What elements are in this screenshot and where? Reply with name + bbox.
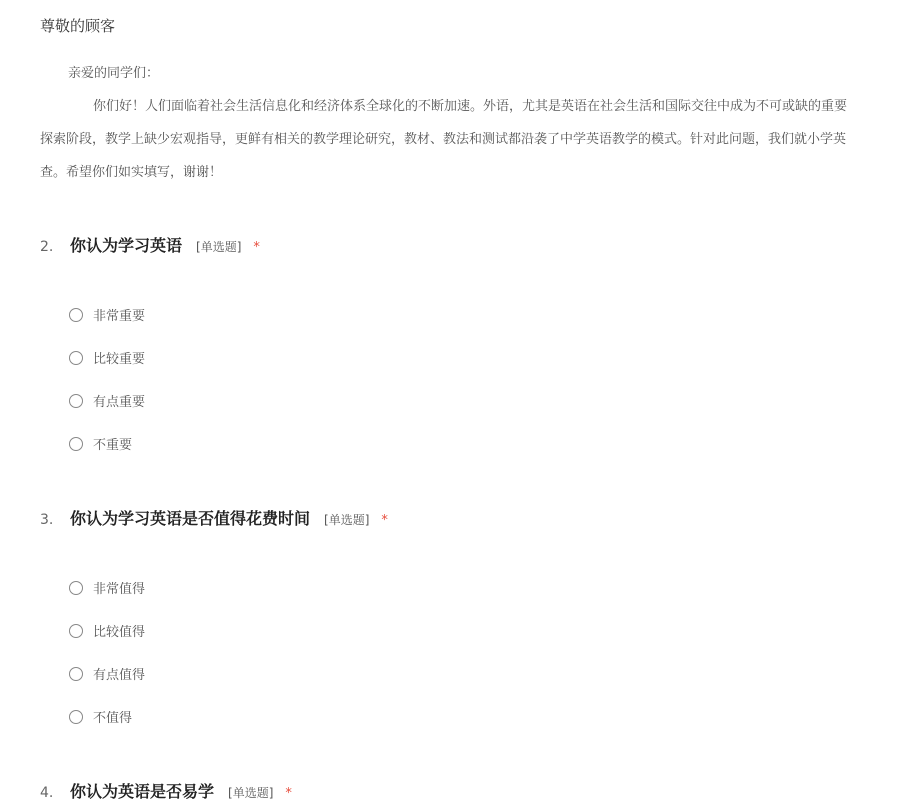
option-label: 不重要 <box>93 438 133 453</box>
question-number: 2. <box>40 239 54 255</box>
intro-line-3: 查。希望你们如实填写，谢谢！ <box>40 165 223 180</box>
question-type-tag: [单选题] <box>324 513 370 527</box>
radio-button[interactable] <box>69 351 83 365</box>
option-somewhat-worth[interactable] <box>69 652 145 695</box>
option-fairly-worth[interactable] <box>69 609 145 652</box>
intro-line-1: 你们好！人们面临着社会生活信息化和经济体系全球化的不断加速。外语，尤其是英语在社会生活和国际交往中成为不可或缺的重要 <box>93 99 848 114</box>
option-label: 有点值得 <box>93 668 146 683</box>
option-fairly-important[interactable] <box>69 336 145 379</box>
question-number: 4. <box>40 785 54 800</box>
required-marker: * <box>253 240 260 255</box>
survey-intro <box>40 57 900 189</box>
option-label: 非常值得 <box>93 582 146 597</box>
question-type-tag: [单选题] <box>196 240 242 254</box>
question-4 <box>40 779 900 800</box>
question-title <box>40 506 900 530</box>
radio-button[interactable] <box>69 308 83 322</box>
option-label: 不值得 <box>93 711 133 726</box>
question-2 <box>40 233 900 453</box>
question-title <box>40 779 900 800</box>
radio-button[interactable] <box>69 394 83 408</box>
question-text: 你认为学习英语 <box>70 236 183 255</box>
option-somewhat-important[interactable] <box>69 379 145 422</box>
question-text: 你认为学习英语是否值得花费时间 <box>70 509 311 528</box>
intro-line-2: 探索阶段，教学上缺少宏观指导，更鲜有相关的教学理论研究，教材、教法和测试都沿袭了中学英语教学的模式。针对此问题，我们就小学英 <box>40 132 847 147</box>
option-list <box>69 293 145 465</box>
radio-button[interactable] <box>69 624 83 638</box>
radio-button[interactable] <box>69 710 83 724</box>
option-list <box>69 566 145 738</box>
question-type-tag: [单选题] <box>228 786 274 800</box>
option-label: 比较值得 <box>93 625 146 640</box>
radio-button[interactable] <box>69 667 83 681</box>
intro-salutation: 亲爱的同学们： <box>68 66 160 81</box>
option-label: 有点重要 <box>93 395 146 410</box>
option-label: 比较重要 <box>93 352 146 367</box>
question-3 <box>40 506 900 726</box>
question-number: 3. <box>40 512 54 528</box>
option-label: 非常重要 <box>93 309 146 324</box>
radio-button[interactable] <box>69 581 83 595</box>
option-very-worth[interactable] <box>69 566 145 609</box>
question-title <box>40 233 900 257</box>
option-not-important[interactable] <box>69 422 145 465</box>
required-marker: * <box>285 786 292 800</box>
required-marker: * <box>381 513 388 528</box>
page-greeting: 尊敬的顾客 <box>40 17 116 35</box>
option-very-important[interactable] <box>69 293 145 336</box>
option-not-worth[interactable] <box>69 695 145 738</box>
question-text: 你认为英语是否易学 <box>70 782 215 800</box>
radio-button[interactable] <box>69 437 83 451</box>
